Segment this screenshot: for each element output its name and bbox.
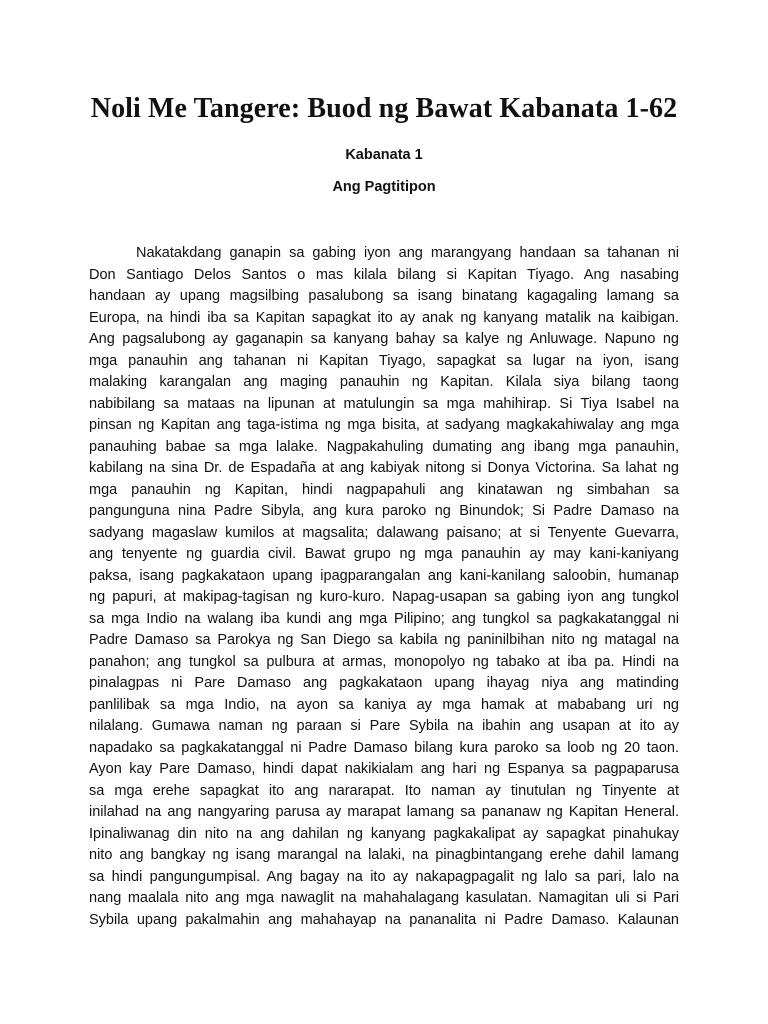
body-line: Don Santiago Delos Santos o mas kilala bilang si Kapitan Tiyago. Ang nasabing [89,266,679,283]
chapter-subtitle: Ang Pagtitipon [332,179,436,195]
body-line: paksa, isang pagkakataon upang ipagparangalan ang kani-kanilang saloobin, humanap [89,567,679,584]
document-title: Noli Me Tangere: Buod ng Bawat Kabanata 1-62 [90,93,678,124]
body-line: sa mga Indio na walang iba kundi ang mga Pilipino; ang tungkol sa pagkakatanggal ni [89,610,679,627]
body-line: Sybila upang pakalmahin ang mahahayap na pananalita ni Padre Damaso. Kalaunan [89,911,679,928]
body-line: pinalagpas ni Pare Damaso ang pagkakataon upang ihayag niya ang matinding [89,675,679,691]
body-line: nito ang bangkay ng isang marangal na lalaki, na pinagbintangang erehe dahil lamang [89,847,679,863]
body-line: sa hindi pangungumpisal. Ang bagay na ito ay nakapagpagalit ng lalo sa pari, lalo na [89,868,679,885]
body-line: kabilang na sina Dr. de Espadaña at ang kabiyak nitong si Donya Victorina. Sa lahat ng [89,460,679,476]
body-line: Padre Damaso sa Parokya ng San Diego sa kabila ng paninilbihan nito ng matagal na [89,632,679,648]
chapter-heading: Kabanata 1 [345,147,423,163]
body-line: malaking karangalan ang maging panauhin ng Kapitan. Kilala siya bilang taong [89,374,679,390]
body-line: handaan ay upang magsilbing pasalubong sa isang binatang kagagaling lamang sa [89,288,679,304]
body-line: sadyang magaslaw kumilos at magsalita; dalawang paisano; at si Tenyente Guevarra, [89,524,679,541]
body-line: Europa, na hindi iba sa Kapitan sapagkat ito ay anak ng kanyang matalik na kaibigan. [89,309,679,326]
body-line: ang tenyente ng guardia civil. Bawat grupo ng mga panauhin ay may kani-kaniyang [89,546,679,562]
body-line: panlilibak sa mga Indio, na ayon sa kaniya ay mga hamak at mababang uri ng [89,696,679,713]
body-line: Ipinaliwanag din nito na ang dahilan ng kanyang pagkakalipat ay sapagkat pinahukay [89,825,679,842]
body-line: panahon; ang tungkol sa pulbura at armas, monopolyo ng tabako at iba pa. Hindi na [89,653,679,670]
body-line: Nakatakdang ganapin sa gabing iyon ang marangyang handaan sa tahanan ni [136,245,679,261]
body-line: pinsan ng Kapitan ang taga-istima ng mga bisita, at sadyang magkakahiwalay ang mga [89,417,679,433]
body-line: nang maalala nito ang mga nawaglit na mahahalagang kasulatan. Namagitan uli si Pari [89,890,679,906]
body-line: ng papuri, at makipag-tagisan ng kuro-kuro. Napag-usapan sa gabing iyon ang tungkol [89,589,679,605]
body-line: panauhing babae sa mga lalake. Nagpakahuling dumating ang ibang mga panauhin, [89,438,679,455]
body-line: Ayon kay Pare Damaso, hindi dapat nakikialam ang hari ng Espanya sa pagpaparusa [89,761,679,777]
body-line: nabibilang sa mataas na lipunan at matulungin sa mga mahihirap. Si Tiya Isabel na [89,395,679,412]
chapter-body [89,243,679,931]
body-line: sa mga erehe sapagkat ito ang nararapat. Ito naman ay tinutulan ng Tinyente at [89,782,679,799]
body-line: napadako sa pagkakatanggal ni Padre Damaso bilang kura paroko sa loob ng 20 taon. [89,739,679,756]
body-line: pangunguna nina Padre Sibyla, ang kura paroko ng Binundok; Si Padre Damaso na [89,503,679,519]
body-line: mga panauhin ng Kapitan, hindi nagpapahuli ang kinatawan ng simbahan sa [89,481,679,498]
body-line: mga panauhin ang tahanan ni Kapitan Tiyago, sapagkat sa lugar na iyon, isang [89,352,679,369]
body-line: nilalang. Gumawa naman ng paraan si Pare Sybila na ibahin ang usapan at ito ay [89,718,679,734]
body-line: inilahad na ang nangyaring parusa ay marapat lamang sa pananaw ng Kapitan Heneral. [89,804,679,820]
body-line: Ang pagsalubong ay gaganapin sa kanyang bahay sa kalye ng Anluwage. Napuno ng [89,331,679,347]
